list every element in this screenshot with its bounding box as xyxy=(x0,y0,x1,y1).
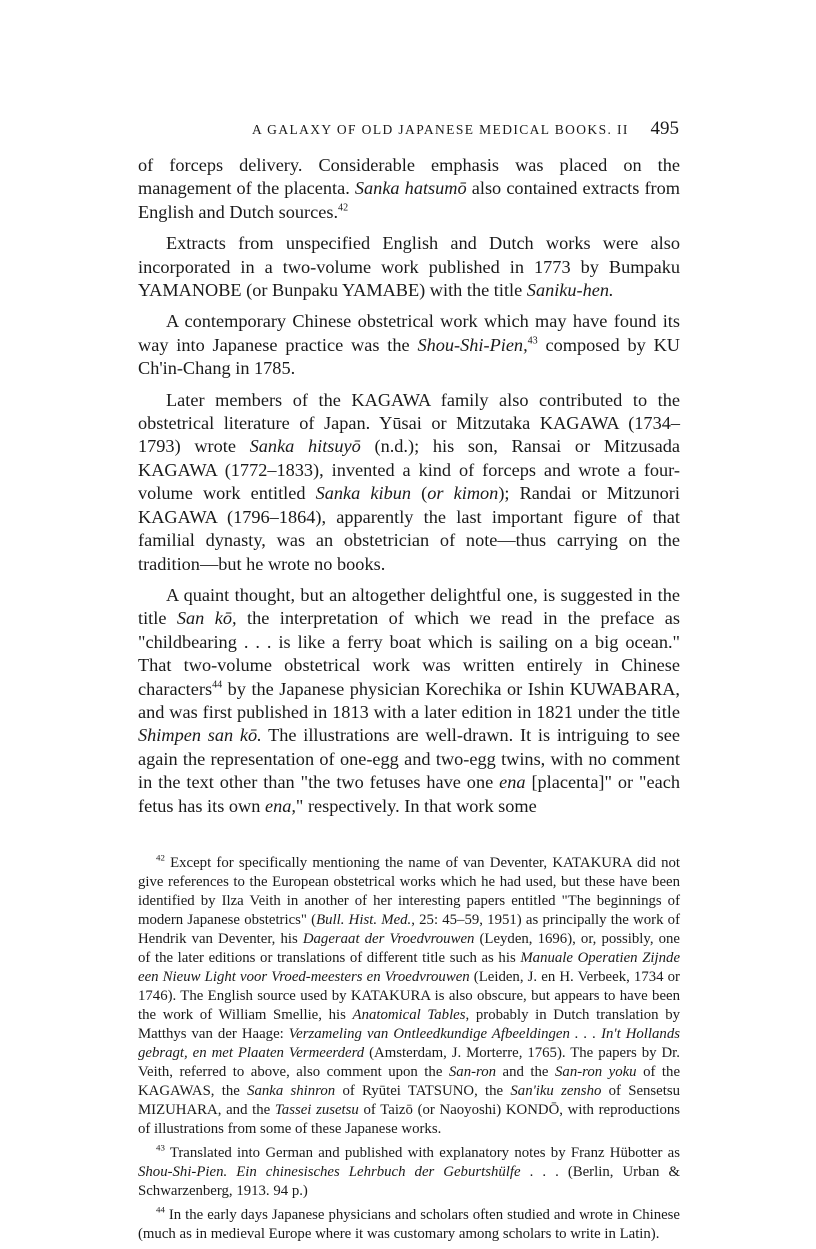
footnote-43: $^{43}$ Translated into German and published with explanatory notes by Franz Hübotter as Shou-Shi-Pien. Ein chinesisches Lehrbuch der Geburtshülfe . . . (Berlin, Urban & Schwarzenberg, 1913. 94 p.) xyxy=(138,1142,680,1199)
footnote-ref: 43 xyxy=(527,335,538,347)
footnote-42: $^{42}$ Except for specifically mentioning the name of van Deventer, KATAKURA did not give references to the European obstetrical works which he had used, but these have been identified by Ilza Veith in another of her interesting papers entitled "The beginnings of modern Japanese obstetrics" (Bull. Hist. Med., 25: 45–59, 1951) as principally the work of Hendrik van Deventer, his Dageraat der Vroedvrouwen (Leyden, 1696), or, possibly, one of the later editions or translations of different title such as his Manuale Operatien Zijnde een Nieuw Light voor Vroed-meesters en Vroedvrouwen (Leiden, J. en H. Verbeek, 1734 or 1746). The English source used by KATAKURA is also obscure, but appears to have been the work of William Smellie, his Anatomical Tables, probably in Dutch translation by Matthys van der Haage: Verzameling van Ontleedkundige Afbeeldingen . . . In't Hollands gebragt, en met Plaaten Vermeerderd (Amsterdam, J. Morterre, 1765). The papers by Dr. Veith, referred to above, also comment upon the San-ron and the San-ron yoku of the KAGAWAS, the Sanka shinron of Ryūtei TATSUNO, the San'iku zensho of Sensetsu MIZUHARA, and the Tassei zusetsu of Taizō (or Naoyoshi) KONDŌ, with reproductions of illustrations from some of these Japanese works. xyxy=(138,852,681,1137)
footnote-number: 43 xyxy=(156,1142,165,1153)
paragraph: A contemporary Chinese obstetrical work which may have found its way into Japanese practice was the Shou-Shi-Pien,$^{43}$ composed by KU Ch'in-Chang in 1785. xyxy=(138,311,680,379)
footnote-ref: 42 xyxy=(338,202,349,214)
running-header xyxy=(0,120,816,144)
page-number: 495 xyxy=(650,118,679,139)
footnote-number: 42 xyxy=(156,852,165,863)
paragraph: of forceps delivery. Considerable emphasis was placed on the management of the placenta. Sanka hatsumō also contained extracts from English and Dutch sources.$^{42}$ xyxy=(138,155,680,222)
footnote-44: $^{44}$ In the early days Japanese physicians and scholars often studied and wrote in Chinese (much as in medieval Europe where it was customary among scholars to write in Latin). xyxy=(138,1204,680,1242)
footnote-ref: 44 xyxy=(212,678,223,690)
paragraph: A quaint thought, but an altogether delightful one, is suggested in the title San kō, the interpretation of which we read in the preface as "childbearing . . . is like a ferry boat which is sailing on a big ocean." That two-volume obstetrical work was written entirely in Chinese characters$^{44}$ by the Japanese physician Korechika or Ishin KUWABARA, and was first published in 1813 with a later edition in 1821 under the title Shimpen san kō. The illustrations are well-drawn. It is intriguing to see again the representation of one-egg and two-egg twins, with no comment in the text other than "the two fetuses have one ena [placenta]" or "each fetus has its own ena," respectively. In that work some xyxy=(138,584,681,816)
paragraph: Later members of the KAGAWA family also contributed to the obstetrical literature of Japan. Yūsai or Mitzutaka KAGAWA (1734–1793) wrote Sanka hitsuyō (n.d.); his son, Ransai or Mitzusada KAGAWA (1772–1833), invented a kind of forceps and wrote a four-volume work entitled Sanka kibun (or kimon); Randai or Mitzunori KAGAWA (1796–1864), apparently the last important figure of that familial dynasty, was an obstetrician of note—thus carrying on the tradition—but he wrote no books. xyxy=(138,389,680,574)
footnote-number: 44 xyxy=(156,1204,165,1215)
footnotes xyxy=(138,854,680,1249)
paragraph: Extracts from unspecified English and Dutch works were also incorporated in a two-volume work published in 1773 by Bumpaku YAMANOBE (or Bunpaku YAMABE) with the title Saniku-hen. xyxy=(138,233,680,301)
body-text xyxy=(138,154,680,826)
running-title: A GALAXY OF OLD JAPANESE MEDICAL BOOKS. II xyxy=(252,122,629,137)
